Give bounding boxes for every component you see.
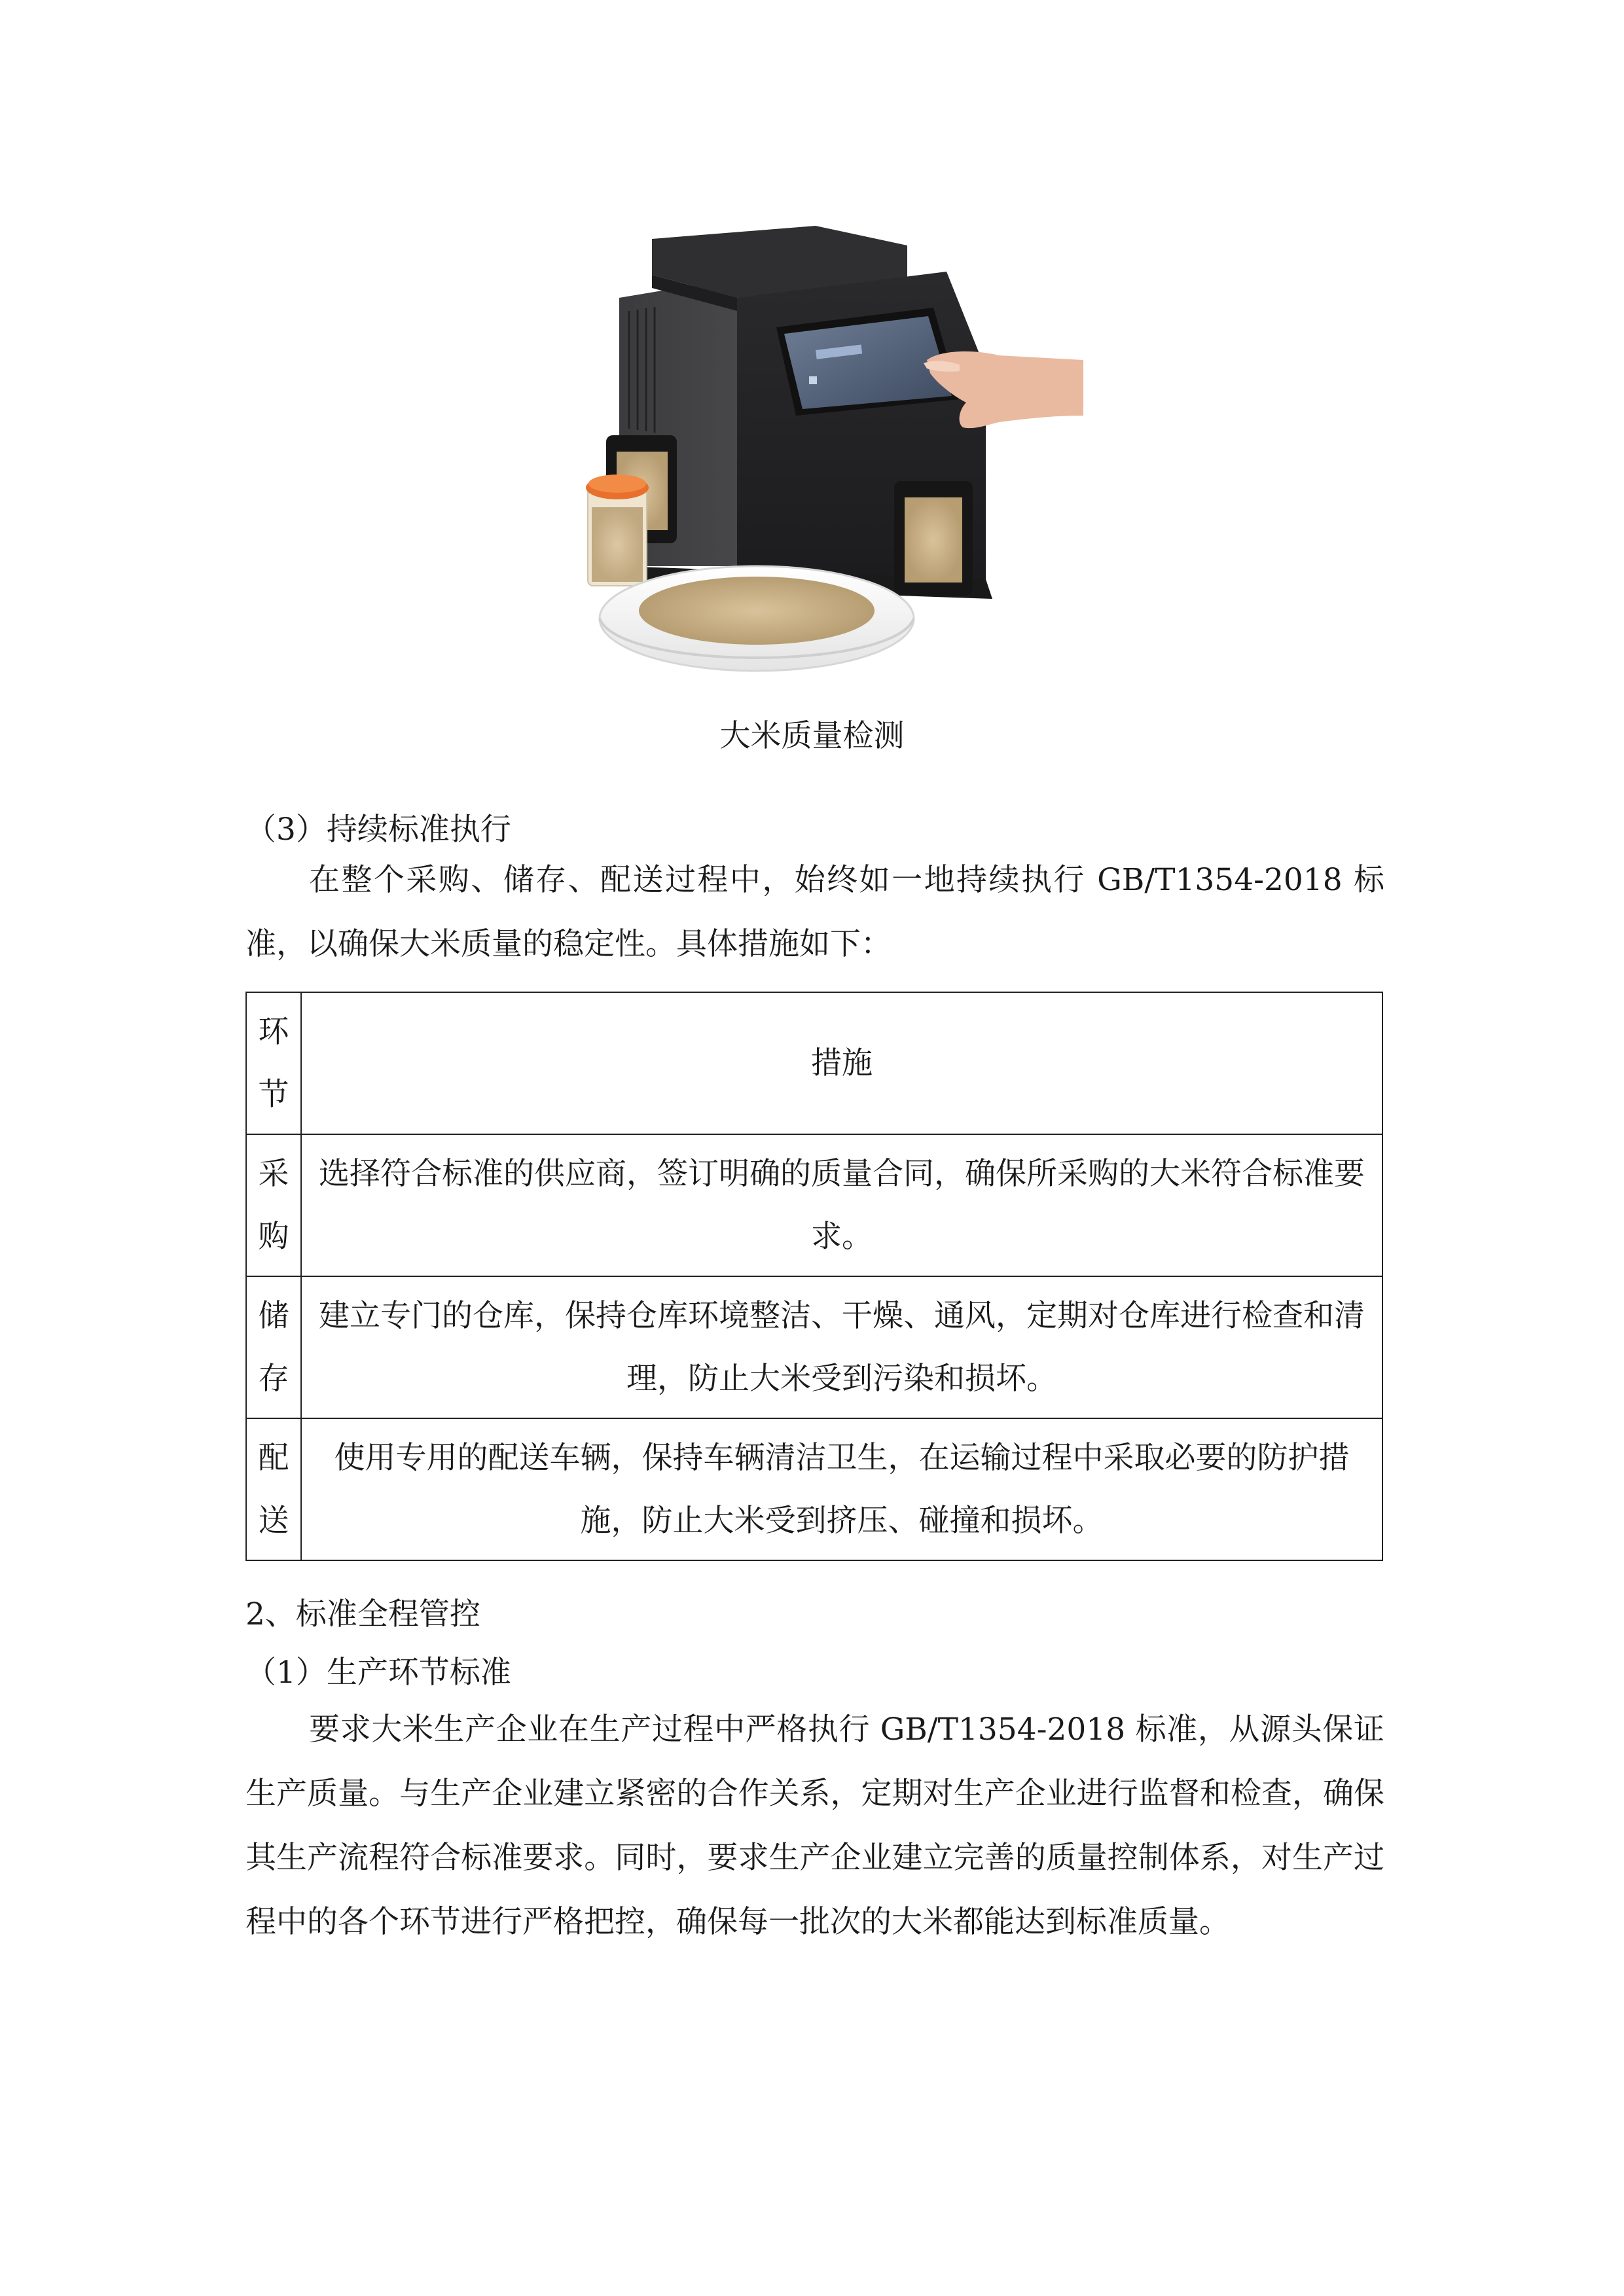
table-cell-measure: 使用专用的配送车辆，保持车辆清洁卫生，在运输过程中采取必要的防护措施，防止大米受到挤压、碰撞和损坏。 [301, 1418, 1382, 1560]
section-heading-full-control: 2、标准全程管控 [245, 1596, 480, 1632]
table-cell-stage: 配 送 [246, 1418, 301, 1560]
table-cell-measure: 建立专门的仓库，保持仓库环境整洁、干燥、通风，定期对仓库进行检查和清理，防止大米受到污染和损坏。 [301, 1276, 1382, 1418]
rice-analyzer-icon [541, 200, 1083, 710]
paragraph-sustained-execution: 在整个采购、储存、配送过程中，始终如一地持续执行 GB/T1354-2018 标准，以确保大米质量的稳定性。具体措施如下： [245, 862, 1384, 962]
table-header-row [246, 992, 1382, 1134]
table-cell-stage: 储 存 [246, 1276, 301, 1418]
header-cell-stage: 环 节 [246, 992, 301, 1134]
table-row [246, 1276, 1382, 1418]
figure-caption: 大米质量检测 [719, 718, 905, 754]
rice-analyzer-image [541, 200, 1083, 710]
paragraph-production-standard: 要求大米生产企业在生产过程中严格执行 GB/T1354-2018 标准，从源头保证生产质量。与生产企业建立紧密的合作关系，定期对生产企业进行监督和检查，确保其生产流程符合标准要求。同时，要求生产企业建立完善的质量控制体系，对生产过程中的各个环节进行严格把控，确保每一批次的大米都能达到标准质量。 [245, 1712, 1384, 1940]
header-cell-measure: 措施 [301, 992, 1382, 1134]
table-row [246, 1418, 1382, 1560]
table-row [246, 1134, 1382, 1276]
table-cell-stage: 采 购 [246, 1134, 301, 1276]
measures-table [245, 992, 1383, 1561]
table-cell-measure: 选择符合标准的供应商，签订明确的质量合同，确保所采购的大米符合标准要求。 [301, 1134, 1382, 1276]
section-heading-sustained-execution: （3）持续标准执行 [245, 812, 511, 848]
subsection-heading-production: （1）生产环节标准 [245, 1655, 511, 1691]
